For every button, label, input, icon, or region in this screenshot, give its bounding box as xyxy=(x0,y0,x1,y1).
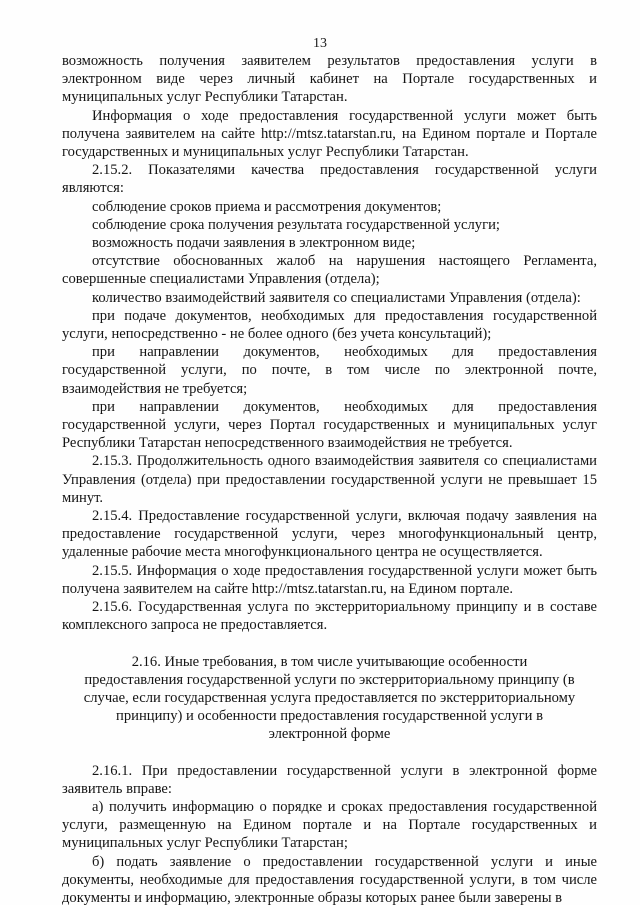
paragraph: 2.15.5. Информация о ходе предоставления государственной услуги может быть получена заявителем на сайте http://mtsz.tatarstan.ru, на Едином портале. xyxy=(62,562,597,597)
section-heading xyxy=(62,653,597,744)
paragraph: отсутствие обоснованных жалоб на нарушения настоящего Регламента, совершенные специалистами Управления (отдела); xyxy=(62,253,597,288)
paragraph: при направлении документов, необходимых для предоставления государственной услуги, через Портал государственных и муниципальных услуг Республики Татарстан непосредственного взаимодействия не требуется. xyxy=(62,398,597,452)
paragraph: возможность получения заявителем результатов предоставления услуги в электронном виде через личный кабинет на Портале государственных и муниципальных услуг Республики Татарстан. xyxy=(62,53,597,106)
paragraph: при подаче документов, необходимых для предоставления государственной услуги, непосредственно - не более одного (без учета консультаций); xyxy=(62,307,597,343)
paragraph: 2.15.2. Показателями качества предоставления государственной услуги являются: xyxy=(62,162,597,197)
paragraphs-bottom xyxy=(62,762,597,907)
paragraph: Информация о ходе предоставления государственной услуги может быть получена заявителем на сайте http://mtsz.tatarstan.ru, на Едином портале и Портале государственных и муниципальных услуг Республики Татарстан. xyxy=(62,107,597,161)
paragraphs-top xyxy=(62,52,597,635)
paragraph: при направлении документов, необходимых для предоставления государственной услуги, по почте, в том числе по электронной почте, взаимодействия не требуется; xyxy=(62,344,597,397)
paragraph: а) получить информацию о порядке и сроках предоставления государственной услуги, размещенную на Едином портале и на Портале государственных и муниципальных услуг Республики Татарстан; xyxy=(62,798,597,852)
paragraph: соблюдение сроков приема и рассмотрения документов; xyxy=(92,198,442,215)
section-heading-text: 2.16. Иные требования, в том числе учитывающие особенности предоставления государственной услуги по экстерриториальному принципу (в случае, если государственная услуга предоставляется по экстерриториальному принципу) и особенности предоставления государственной услуги в электронной форме xyxy=(83,653,576,743)
paragraph: возможность подачи заявления в электронном виде; xyxy=(92,235,416,252)
document-body xyxy=(62,52,597,907)
paragraph: 2.15.6. Государственная услуга по экстерриториальному принципу и в составе комплексного запроса не предоставляется. xyxy=(62,599,597,634)
paragraph: б) подать заявление о предоставлении государственной услуги и иные документы, необходимые для предоставления государственной услуги, в том числе документы и информацию, электронные образы которых ранее были заверены в xyxy=(62,853,597,906)
paragraph: 2.15.4. Предоставление государственной услуги, включая подачу заявления на предоставление государственной услуги, через многофункциональный центр, удаленные рабочие места многофункционального центра не осуществляется. xyxy=(62,508,597,561)
paragraph: количество взаимодействий заявителя со специалистами Управления (отдела): xyxy=(92,289,581,306)
paragraph: 2.16.1. При предоставлении государственной услуги в электронной форме заявитель вправе: xyxy=(62,762,597,797)
page-number: 13 xyxy=(313,36,327,51)
paragraph: 2.15.3. Продолжительность одного взаимодействия заявителя со специалистами Управления (отдела) при предоставлении государственной услуги не превышает 15 минут. xyxy=(62,453,597,506)
paragraph: соблюдение срока получения результата государственной услуги; xyxy=(92,216,500,233)
